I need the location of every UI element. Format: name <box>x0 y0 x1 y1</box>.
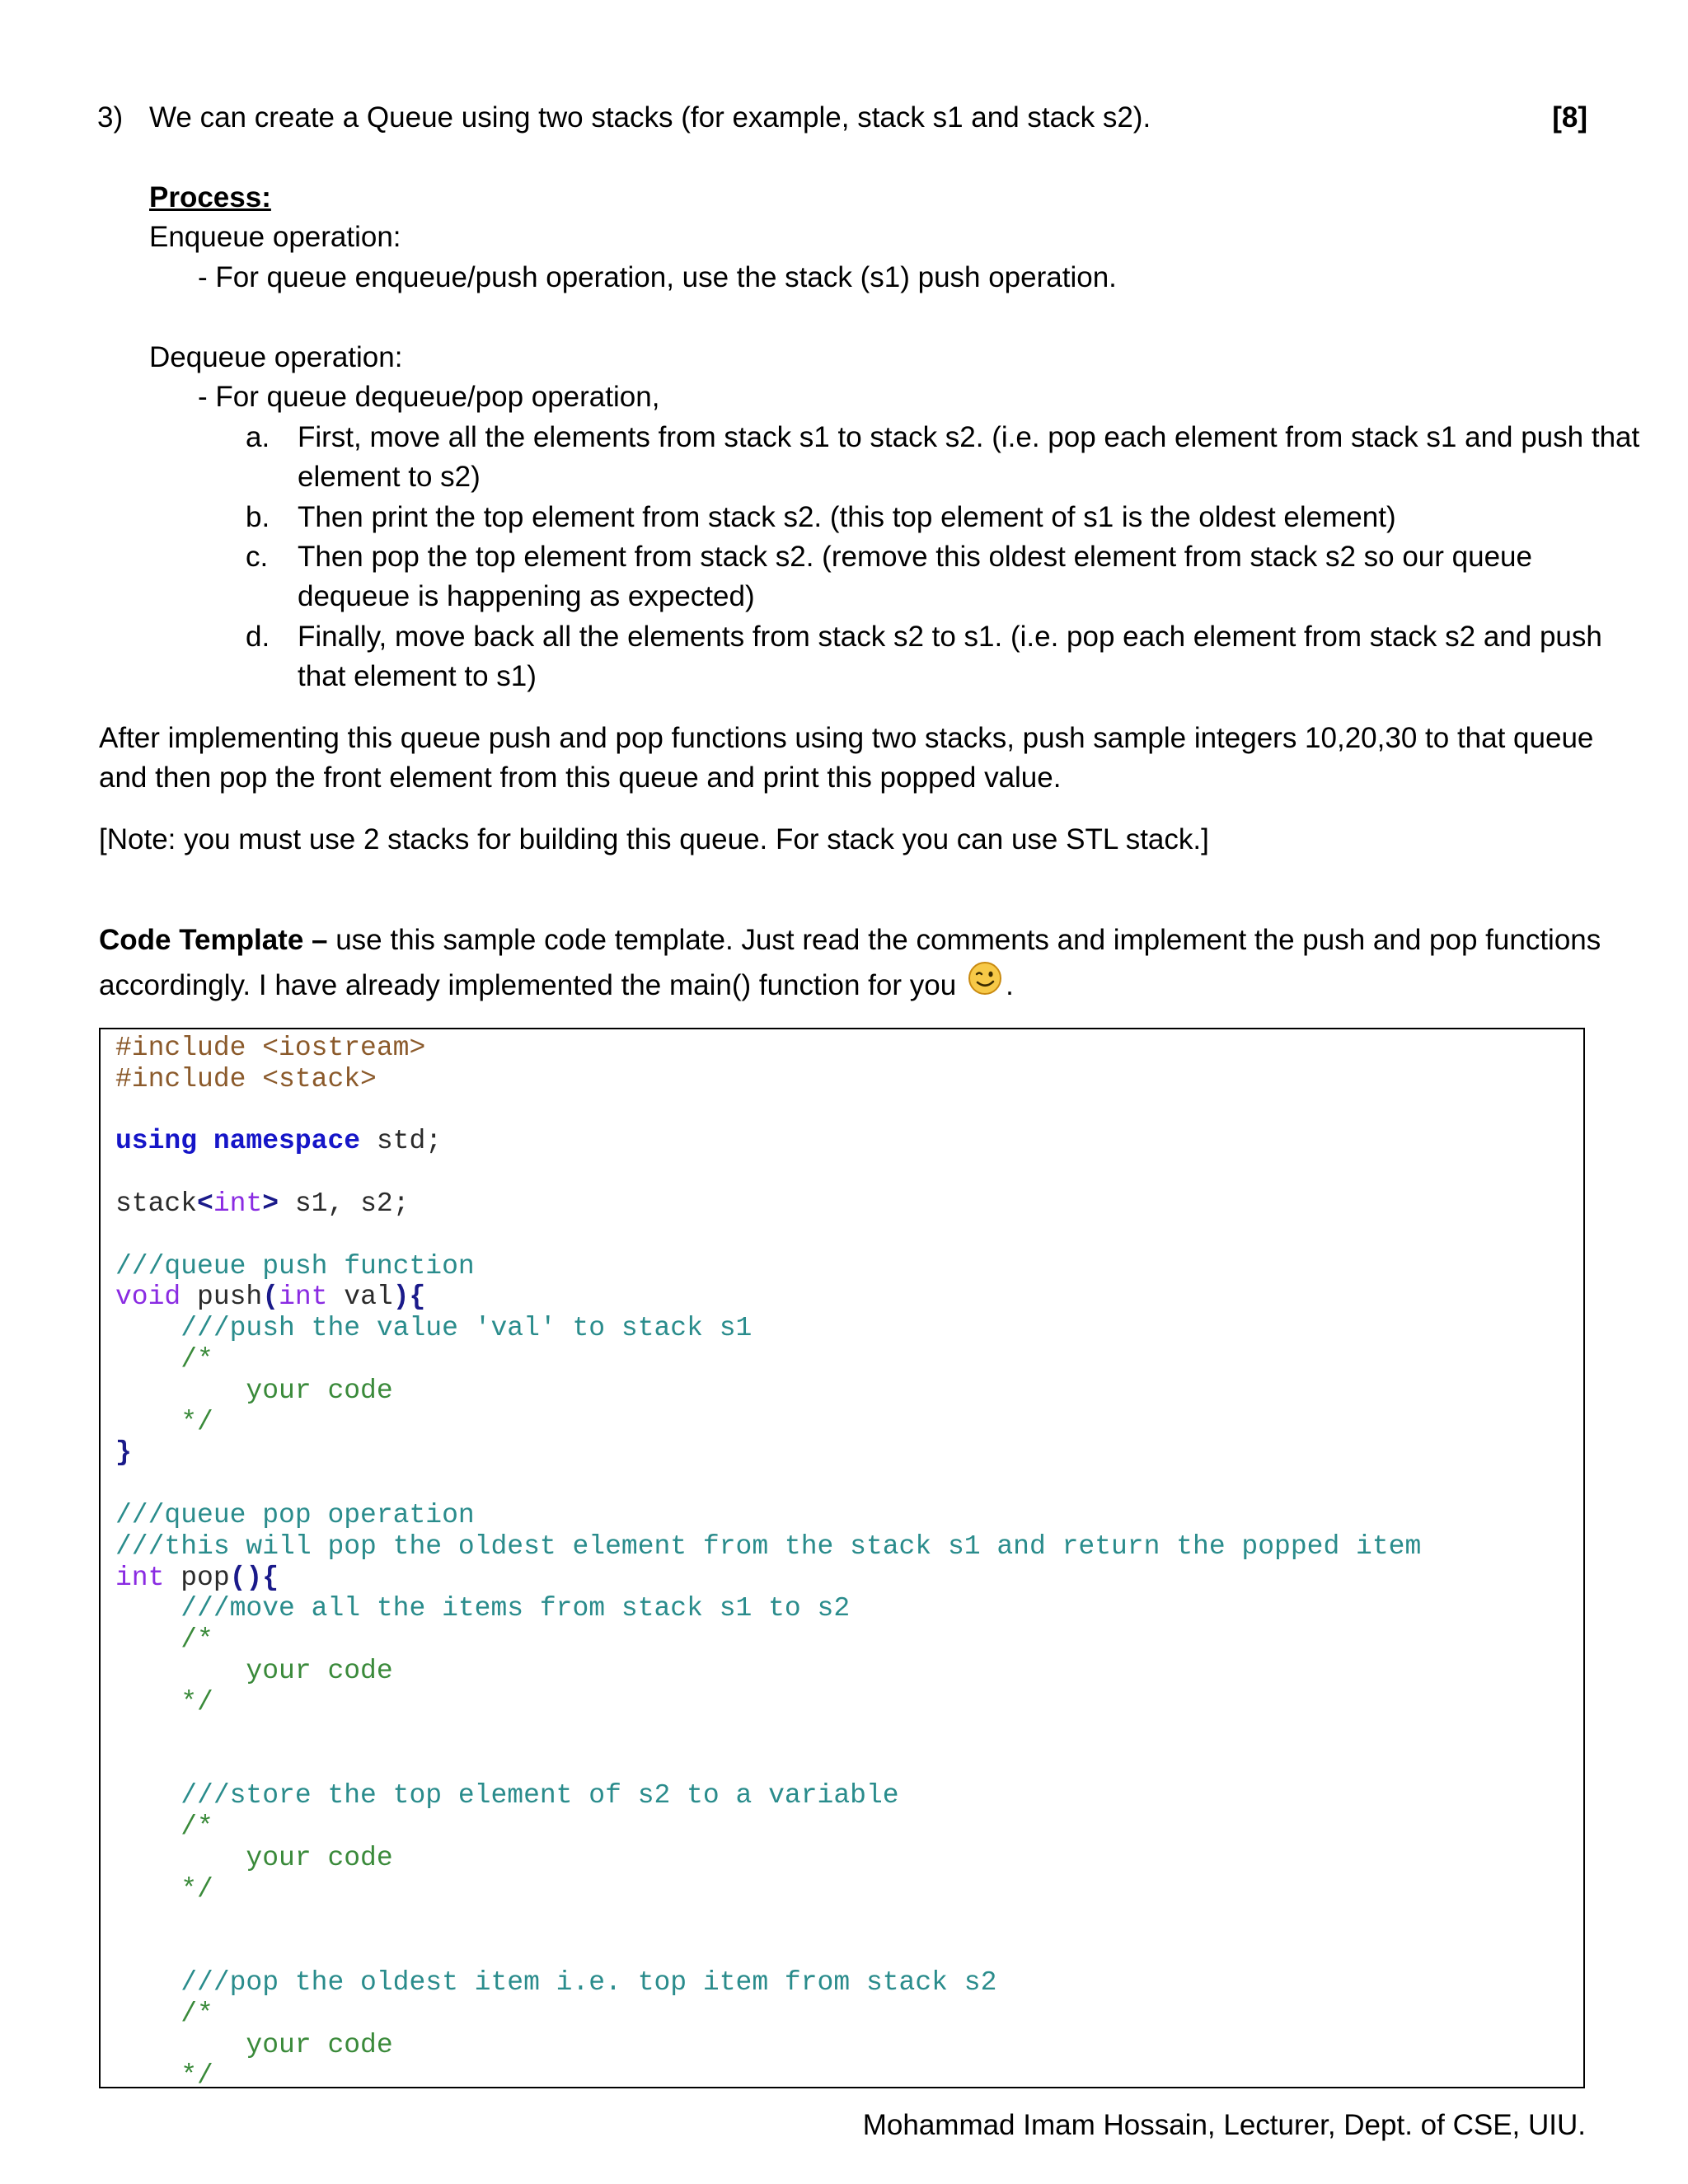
question-text: We can create a Queue using two stacks (for example, stack s1 and stack s2). <box>149 101 1151 134</box>
code-include-stack: #include <stack> <box>115 1063 377 1094</box>
code-pop-comment-2: ///this will pop the oldest element from the stack s1 and return the popped item <box>115 1530 1422 1562</box>
code-blank <box>115 1936 1421 1967</box>
code-void-type: void <box>115 1282 181 1313</box>
code-your-code: your code <box>115 1655 393 1686</box>
step-b-line1: Then print the top element from stack s2. (this top element of s1 is the oldest element) <box>298 501 1396 533</box>
code-blank <box>115 1749 1421 1780</box>
code-block-comment-close: */ <box>115 1406 213 1437</box>
code-block-comment-open: /* <box>115 1343 213 1375</box>
step-a-line2: element to s2) <box>298 461 481 493</box>
code-push-inner-comment: ///push the value 'val' to stack s1 <box>115 1313 753 1344</box>
step-c-line1: Then pop the top element from stack s2. (remove this oldest element from stack s2 so our queue <box>298 541 1532 573</box>
code-push-comment: ///queue push function <box>115 1250 475 1282</box>
enqueue-title: Enqueue operation: <box>149 221 401 253</box>
question-number: 3) <box>97 101 124 134</box>
step-d-letter: d. <box>246 621 270 653</box>
code-block-comment-close: */ <box>115 2060 213 2088</box>
process-heading: Process: <box>149 181 271 213</box>
step-d-line1: Finally, move back all the elements from stack s2 to s1. (i.e. pop each element from stack s2 and push <box>298 621 1602 653</box>
code-block-comment-open: /* <box>115 1811 213 1842</box>
code-using-keyword: using namespace <box>115 1126 361 1157</box>
code-pop-store-comment: ///store the top element of s2 to a variable <box>115 1780 899 1811</box>
code-pop-comment-1: ///queue pop operation <box>115 1499 475 1530</box>
code-block-comment-open: /* <box>115 1998 213 2029</box>
code-blank <box>115 1220 1421 1251</box>
step-d-line2: that element to s1) <box>298 660 537 692</box>
code-pop-move-comment: ///move all the items from stack s1 to s2 <box>115 1593 851 1624</box>
code-stack-vars: s1, s2; <box>279 1188 410 1219</box>
code-pop-pop-comment: ///pop the oldest item i.e. top item from stack s2 <box>115 1966 997 1998</box>
code-stack-word: stack <box>115 1188 198 1219</box>
dequeue-title: Dequeue operation: <box>149 341 403 373</box>
code-your-code: your code <box>115 1375 393 1406</box>
code-block-comment-open: /* <box>115 1624 213 1656</box>
code-block-comment-close: */ <box>115 1686 213 1718</box>
enqueue-step: - For queue enqueue/push operation, use the stack (s1) push operation. <box>198 261 1117 293</box>
code-pop-signature <box>115 1563 1421 1594</box>
page-footer: Mohammad Imam Hossain, Lecturer, Dept. of CSE, UIU. <box>862 2109 1586 2141</box>
code-close-brace: } <box>115 1437 132 1469</box>
code-pop-name: pop <box>164 1562 230 1593</box>
code-param-name: val <box>327 1282 393 1313</box>
template-intro-rest: use this sample code template. Just read the comments and implement the push and pop functions <box>327 924 1601 956</box>
code-blank <box>115 1718 1421 1750</box>
code-pop-parens: (){ <box>229 1562 279 1593</box>
code-angle-close: > <box>262 1188 279 1219</box>
template-bold-label: Code Template – <box>99 924 328 956</box>
code-your-code: your code <box>115 1842 393 1873</box>
template-intro-text: accordingly. I have already implemented the main() function for you <box>99 968 957 1001</box>
code-pop-return-type: int <box>115 1562 165 1593</box>
step-a-letter: a. <box>246 421 270 453</box>
code-stack-declaration <box>115 1188 1421 1220</box>
step-c-letter: c. <box>246 541 269 573</box>
winking-face-icon <box>968 961 1002 1006</box>
after-text-line1: After implementing this queue push and pop functions using two stacks, push sample integers 10,20,30 to that queue <box>99 722 1594 754</box>
code-blank <box>115 1157 1421 1188</box>
code-using-line <box>115 1126 1421 1157</box>
code-listing <box>115 1033 1421 2088</box>
template-intro-end: . <box>1006 968 1014 1001</box>
code-paren-close: ){ <box>392 1282 426 1313</box>
code-push-name: push <box>181 1282 263 1313</box>
code-your-code: your code <box>115 2029 393 2060</box>
code-block-comment-close: */ <box>115 1873 213 1905</box>
code-blank <box>115 1095 1421 1127</box>
code-param-type: int <box>279 1282 328 1313</box>
question-marks: [8] <box>1552 101 1587 134</box>
code-blank <box>115 1905 1421 1936</box>
code-include-iostream: #include <iostream> <box>115 1033 426 1063</box>
note-text: [Note: you must use 2 stacks for building this queue. For stack you can use STL stack.] <box>99 823 1209 855</box>
code-template-box <box>99 1028 1585 2088</box>
code-paren-open: ( <box>262 1282 279 1313</box>
code-push-signature <box>115 1282 1421 1313</box>
code-angle-open: < <box>197 1188 213 1219</box>
code-int-type: int <box>213 1188 263 1219</box>
template-intro-line2 <box>99 964 1014 1010</box>
code-blank <box>115 1469 1421 1500</box>
step-a-line1: First, move all the elements from stack s1 to stack s2. (i.e. pop each element from stack s1 and push that <box>298 421 1640 453</box>
dequeue-intro: - For queue dequeue/pop operation, <box>198 381 660 413</box>
step-b-letter: b. <box>246 501 270 533</box>
step-c-line2: dequeue is happening as expected) <box>298 580 755 612</box>
after-text-line2: and then pop the front element from this queue and print this popped value. <box>99 762 1062 794</box>
code-using-rest: std; <box>360 1126 443 1157</box>
template-intro-line1 <box>99 921 1601 960</box>
